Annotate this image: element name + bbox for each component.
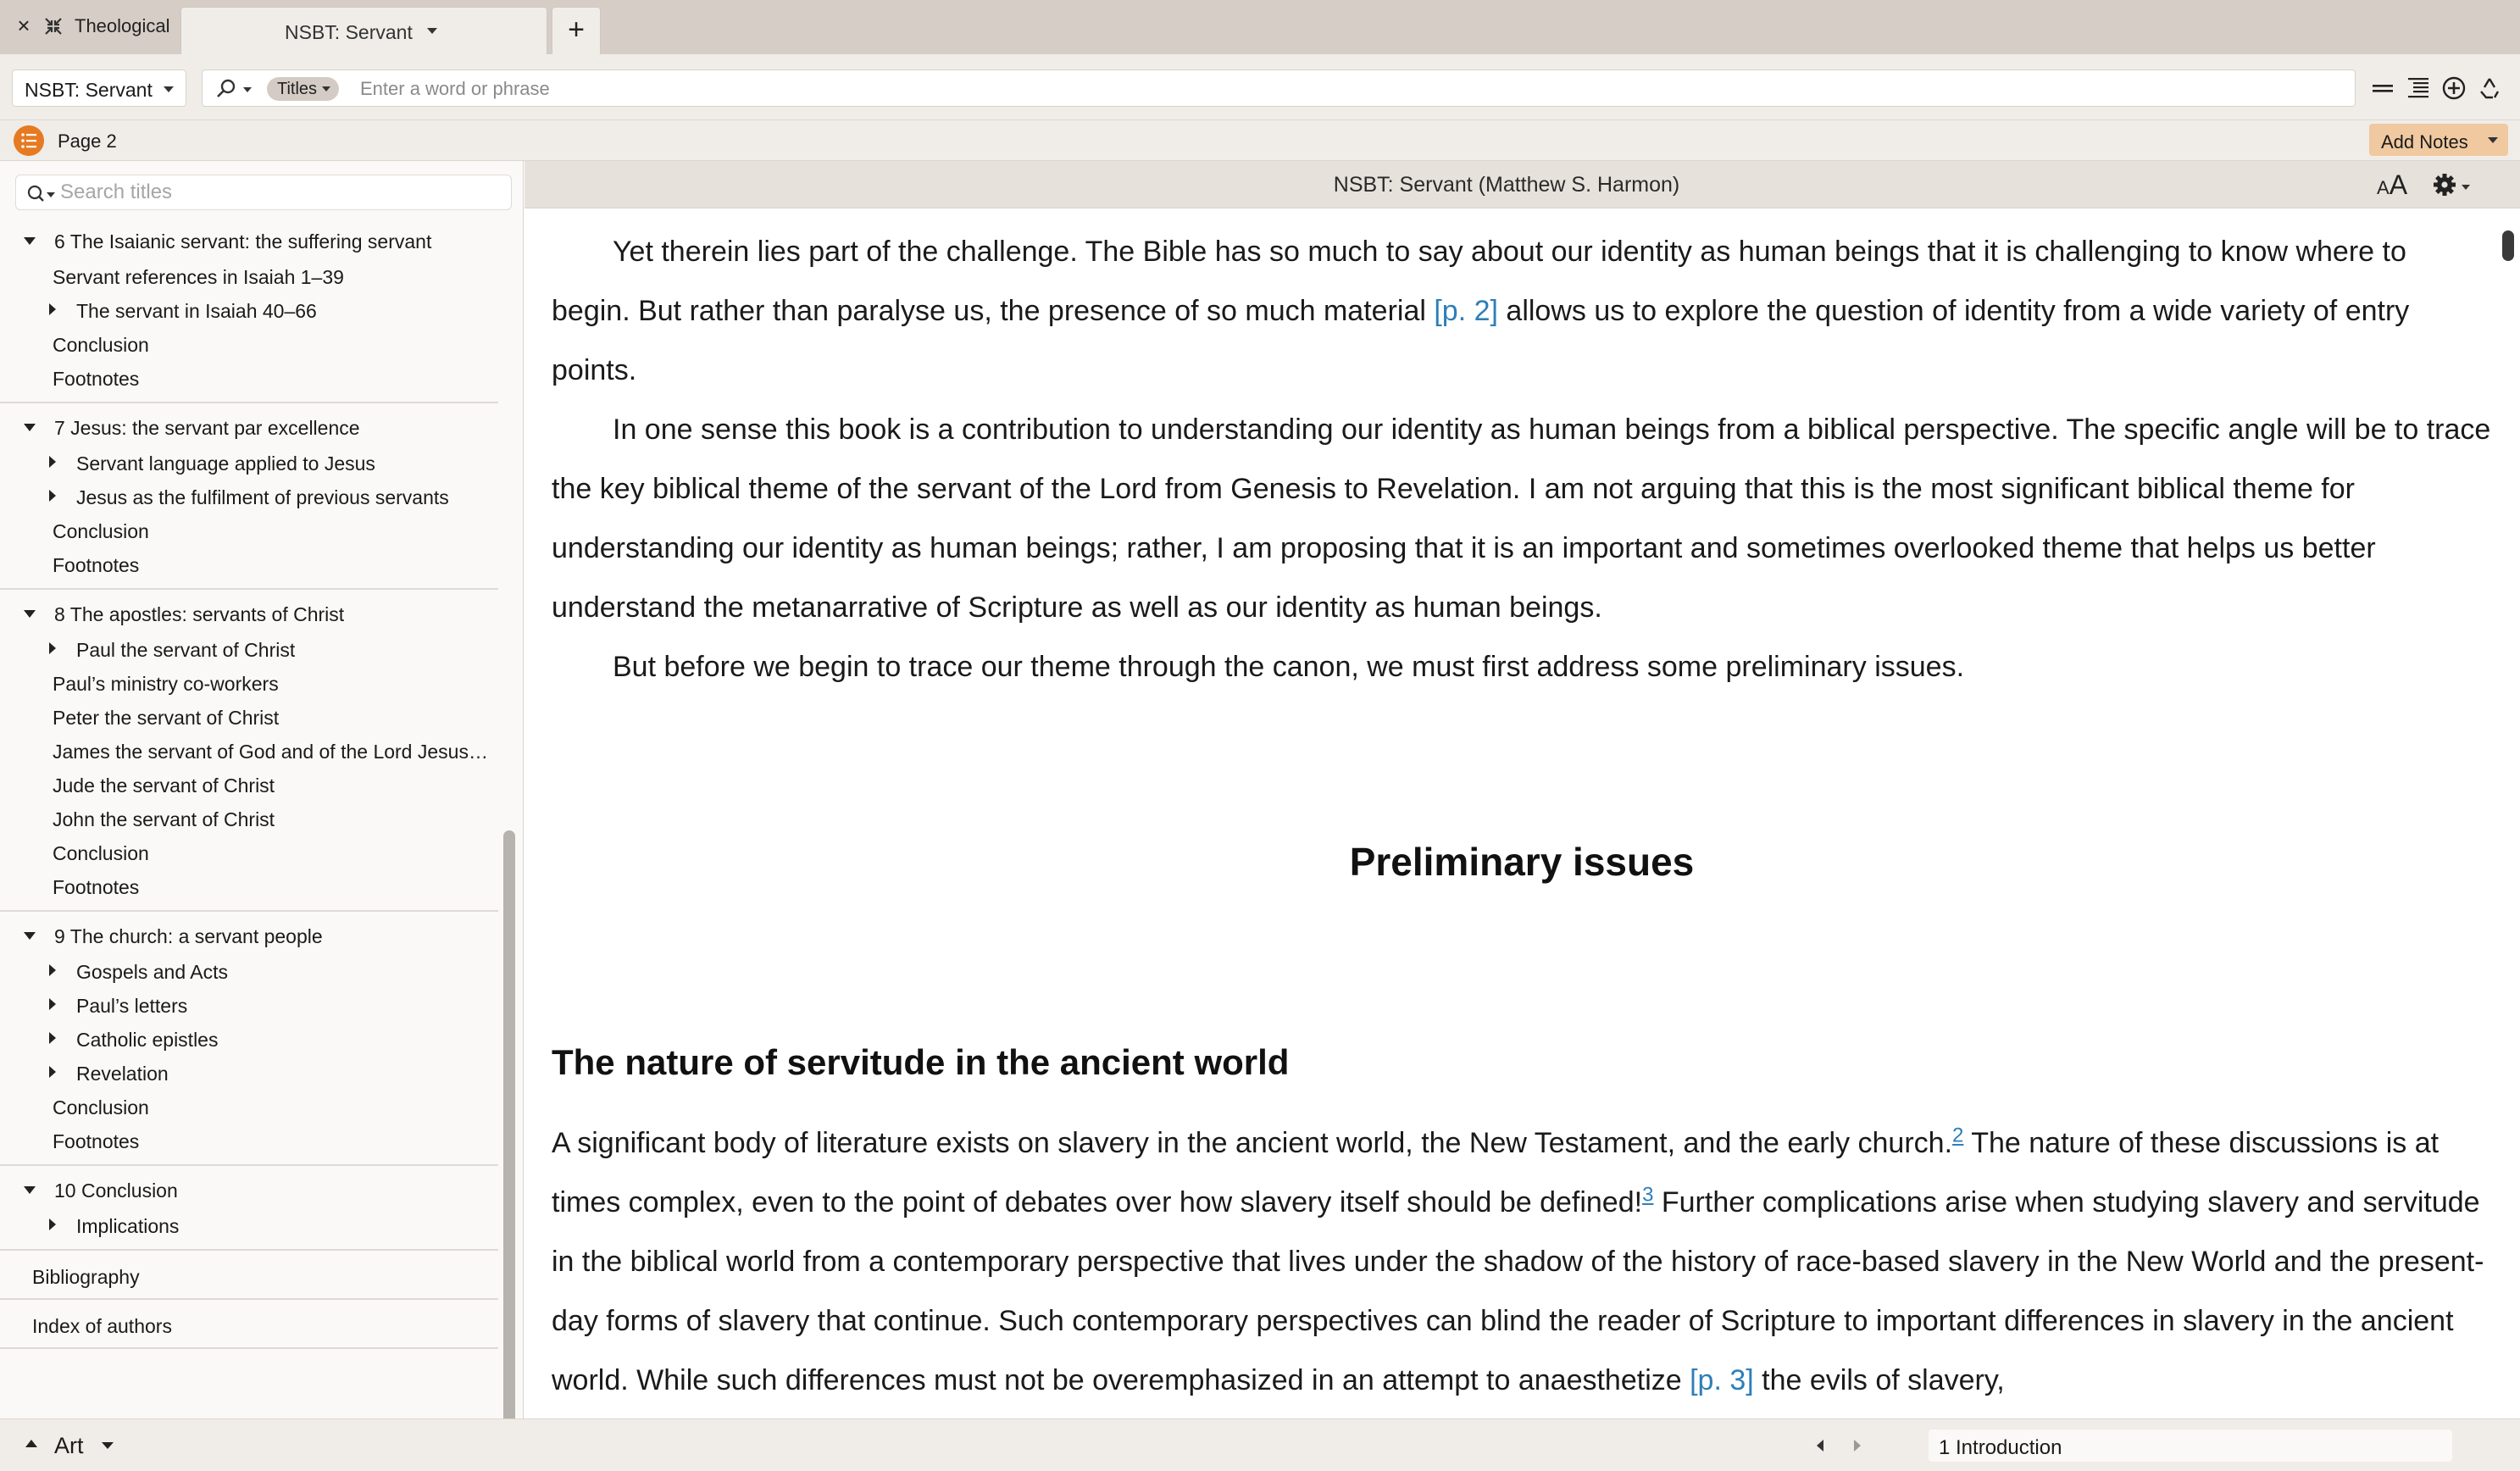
expand-caret-icon[interactable] — [49, 998, 56, 1010]
settings-button[interactable] — [2431, 171, 2472, 200]
toc-item[interactable] — [0, 547, 498, 581]
toc-item-label: Jesus as the fulfilment of previous servants — [76, 486, 449, 508]
toc-item-label: Paul’s ministry co-workers — [53, 673, 279, 695]
toc-item-label: The servant in Isaiah 40–66 — [76, 300, 317, 322]
toc-item[interactable] — [0, 802, 498, 835]
expand-caret-icon[interactable] — [49, 642, 56, 654]
view-lines-icon[interactable] — [2369, 75, 2396, 102]
chevron-down-icon — [2462, 185, 2470, 190]
sidebar-scrollbar[interactable] — [503, 830, 515, 1418]
art-panel-label[interactable]: Art — [54, 1433, 84, 1458]
toc-chapter-label: 10 Conclusion — [54, 1180, 178, 1202]
toc-item[interactable] — [0, 1124, 498, 1157]
collapse-caret-icon[interactable] — [24, 932, 36, 940]
paragraph: But before we begin to trace our theme through the canon, we must first address some preliminary issues. — [613, 651, 1965, 683]
page-label: Page 2 — [58, 130, 117, 152]
expand-caret-icon[interactable] — [49, 303, 56, 315]
paragraph-text: The nature of these discussions is at times complex, even to the point of debates over how slavery itself should be defined! — [552, 1127, 2440, 1218]
new-tab-button[interactable]: + — [552, 7, 601, 54]
table-of-contents — [0, 217, 498, 1349]
toc-item-label: John the servant of Christ — [53, 808, 275, 830]
paragraph-text: Further complications arise when studying slavery and servitude in the biblical world from a contemporary perspective that lives under the shadow of the history of race-based slavery in the New World and the present-day forms of slavery that continue. Such contemporary perspectives can blind the reader of Scripture to important differences in slavery in the ancient world. While such differences must not be overemphasized in an attempt to anaesthetize — [552, 1186, 2484, 1396]
layout-icon[interactable] — [42, 15, 64, 37]
chevron-down-icon — [164, 86, 174, 92]
chevron-down-icon — [322, 86, 330, 92]
chevron-down-icon[interactable] — [427, 28, 437, 34]
toc-chapter-group — [0, 403, 498, 590]
toc-item[interactable] — [0, 361, 498, 395]
toc-item-label: Paul’s letters — [76, 995, 188, 1017]
toc-item-label: Footnotes — [53, 554, 140, 576]
toc-item[interactable] — [0, 700, 498, 734]
collapse-caret-icon[interactable] — [24, 424, 36, 431]
toc-item-label: Footnotes — [53, 876, 140, 898]
toc-item[interactable] — [0, 835, 498, 869]
reader-title: NSBT: Servant (Matthew S. Harmon) — [1333, 173, 1680, 197]
tab-label: NSBT: Servant — [285, 21, 413, 43]
toc-item-label: Catholic epistles — [76, 1029, 219, 1051]
paragraph-text: A significant body of literature exists on slavery in the ancient world, the New Testament, and the early church. — [552, 1127, 1953, 1159]
toc-chapter-label: 8 The apostles: servants of Christ — [54, 603, 345, 625]
expand-caret-icon[interactable] — [49, 1218, 56, 1230]
toc-item[interactable] — [0, 988, 498, 1022]
page-link[interactable]: [p. 2] — [1434, 295, 1498, 327]
toc-chapter[interactable] — [0, 595, 498, 632]
toc-chapter[interactable] — [0, 408, 498, 446]
toc-top-label: Bibliography — [32, 1266, 140, 1288]
toc-item[interactable] — [0, 632, 498, 666]
text-size-small-label: A — [2377, 177, 2390, 198]
footnote-link[interactable]: 3 — [1642, 1183, 1654, 1207]
toc-item-label: Gospels and Acts — [76, 961, 228, 983]
collapse-caret-icon[interactable] — [24, 237, 36, 245]
page-link[interactable]: [p. 3] — [1690, 1364, 1754, 1396]
toc-item-label: Footnotes — [53, 1130, 140, 1152]
toc-item-label: Servant references in Isaiah 1–39 — [53, 266, 344, 288]
toc-item-label: Jude the servant of Christ — [53, 774, 275, 797]
search-icon[interactable] — [25, 182, 48, 206]
toc-chapter-group — [0, 217, 498, 403]
toc-item[interactable] — [0, 768, 498, 802]
text-size-large-label: A — [2389, 169, 2408, 200]
toc-chapter-label: 6 The Isaianic servant: the suffering servant — [54, 230, 432, 253]
toc-item-label: James the servant of God and of the Lord Jesus… — [53, 741, 488, 763]
search-type-dropdown[interactable] — [243, 87, 252, 92]
toc-chapter-group — [0, 590, 498, 912]
reader-scrollbar[interactable] — [2502, 230, 2514, 261]
reader-pane — [525, 161, 2520, 1418]
toc-chapter-group — [0, 912, 498, 1166]
reader-header — [525, 161, 2520, 208]
toc-chapter[interactable] — [0, 222, 498, 259]
tab-bar — [0, 0, 2520, 54]
toc-item-label: Servant language applied to Jesus — [76, 452, 375, 475]
title-search-box — [15, 175, 512, 210]
toc-chapter-label: 9 The church: a servant people — [54, 925, 323, 947]
toc-list-icon[interactable] — [14, 125, 44, 156]
toc-chapter[interactable] — [0, 1171, 498, 1208]
add-notes-label: Add Notes — [2381, 131, 2468, 153]
collapse-caret-icon[interactable] — [24, 610, 36, 618]
close-icon[interactable]: × — [17, 13, 31, 38]
subsection-heading: The nature of servitude in the ancient world — [552, 1042, 1290, 1082]
toc-item-label: Conclusion — [53, 520, 149, 542]
toc-item[interactable] — [0, 1056, 498, 1090]
toc-item-label: Footnotes — [53, 368, 140, 390]
paragraph: In one sense this book is a contribution to understanding our identity as human beings from a biblical perspective. The specific angle will be to trace the key biblical theme of the servant of the Lord from Genesis to Revelation. I am not arguing that this is the most significant biblical theme for understanding our identity as human beings; rather, I am proposing that it is an important and sometimes overlooked theme that helps us better understand the metanarrative of Scripture as well as our identity as human beings. — [552, 414, 2491, 624]
tab-nsbt-servant[interactable] — [180, 7, 547, 54]
reader-body — [552, 222, 2492, 1410]
add-notes-button[interactable] — [2369, 124, 2508, 156]
toc-item[interactable] — [0, 1090, 498, 1124]
expand-caret-icon[interactable] — [49, 964, 56, 976]
footnote-link[interactable]: 2 — [1952, 1124, 1964, 1147]
paragraph — [552, 1113, 2492, 1410]
search-bar — [202, 69, 2356, 107]
toc-item-label: Conclusion — [53, 842, 149, 864]
toc-item[interactable] — [0, 666, 498, 700]
text-size-button[interactable] — [2377, 169, 2407, 200]
toc-item[interactable] — [0, 869, 498, 903]
recycle-icon[interactable] — [2476, 75, 2503, 102]
next-arrow-icon[interactable] — [1854, 1440, 1861, 1452]
toc-item-label: Conclusion — [53, 1096, 149, 1119]
toc-item[interactable] — [0, 954, 498, 988]
chevron-down-icon[interactable] — [47, 192, 55, 197]
toc-item-label: Conclusion — [53, 334, 149, 356]
add-circle-icon[interactable] — [2440, 75, 2467, 102]
page-bar — [0, 120, 2520, 161]
expand-caret-icon[interactable] — [49, 1066, 56, 1078]
paragraph-text: allows us to explore the question of identity from a wide variety of entry points. — [552, 295, 2410, 386]
previous-arrow-icon[interactable] — [1817, 1440, 1823, 1452]
toc-item[interactable] — [0, 259, 498, 293]
sidebar — [0, 161, 524, 1418]
resource-select-label: NSBT: Servant — [25, 79, 153, 101]
toc-chapter[interactable] — [0, 917, 498, 954]
search-mode-select[interactable] — [267, 77, 339, 101]
toc-item[interactable] — [0, 1208, 498, 1242]
paragraph — [552, 222, 2492, 400]
expand-caret-icon[interactable] — [49, 490, 56, 502]
toc-item[interactable] — [0, 293, 498, 327]
text-layout-icon[interactable] — [2405, 75, 2432, 102]
search-mode-label: Titles — [277, 80, 318, 98]
toc-item[interactable] — [0, 446, 498, 480]
toc-item[interactable] — [0, 513, 498, 547]
search-icon[interactable] — [214, 77, 238, 101]
toc-item[interactable] — [0, 480, 498, 513]
layout-label[interactable]: Theological — [75, 15, 170, 36]
section-heading: Preliminary issues — [1349, 840, 1695, 884]
toc-item-label: Implications — [76, 1215, 180, 1237]
toc-item-label: Revelation — [76, 1063, 169, 1085]
paragraph-text: the evils of slavery, — [1753, 1364, 2005, 1396]
toc-item[interactable] — [0, 327, 498, 361]
toc-item-label: Peter the servant of Christ — [53, 707, 280, 729]
toc-chapter-group — [0, 1166, 498, 1251]
toolbar — [0, 54, 2520, 120]
chevron-down-icon — [2488, 137, 2498, 143]
expand-caret-icon[interactable] — [49, 1032, 56, 1044]
status-bar — [0, 1418, 2520, 1471]
toc-chapter-label: 7 Jesus: the servant par excellence — [54, 417, 360, 439]
title-search-input[interactable] — [60, 177, 501, 208]
chevron-up-icon[interactable] — [25, 1440, 37, 1447]
paragraph-text: Yet therein lies part of the challenge. The Bible has so much to say about our identity as human beings that it is challenging to know where to begin. But rather than paralyse us, the presence of so much material — [552, 236, 2406, 327]
location-box[interactable] — [1929, 1429, 2452, 1462]
toc-item[interactable] — [0, 1022, 498, 1056]
toc-top-label: Index of authors — [32, 1315, 172, 1337]
collapse-caret-icon[interactable] — [24, 1186, 36, 1194]
gear-icon — [2431, 171, 2458, 198]
chevron-down-icon[interactable] — [102, 1442, 114, 1449]
expand-caret-icon[interactable] — [49, 456, 56, 468]
search-input[interactable] — [360, 74, 2309, 104]
toc-item-label: Paul the servant of Christ — [76, 639, 296, 661]
toc-top-item[interactable] — [0, 1300, 498, 1349]
toc-item[interactable] — [0, 734, 498, 768]
resource-select[interactable] — [12, 69, 186, 107]
location-label: 1 Introduction — [1939, 1436, 2062, 1459]
toc-top-item[interactable] — [0, 1251, 498, 1300]
